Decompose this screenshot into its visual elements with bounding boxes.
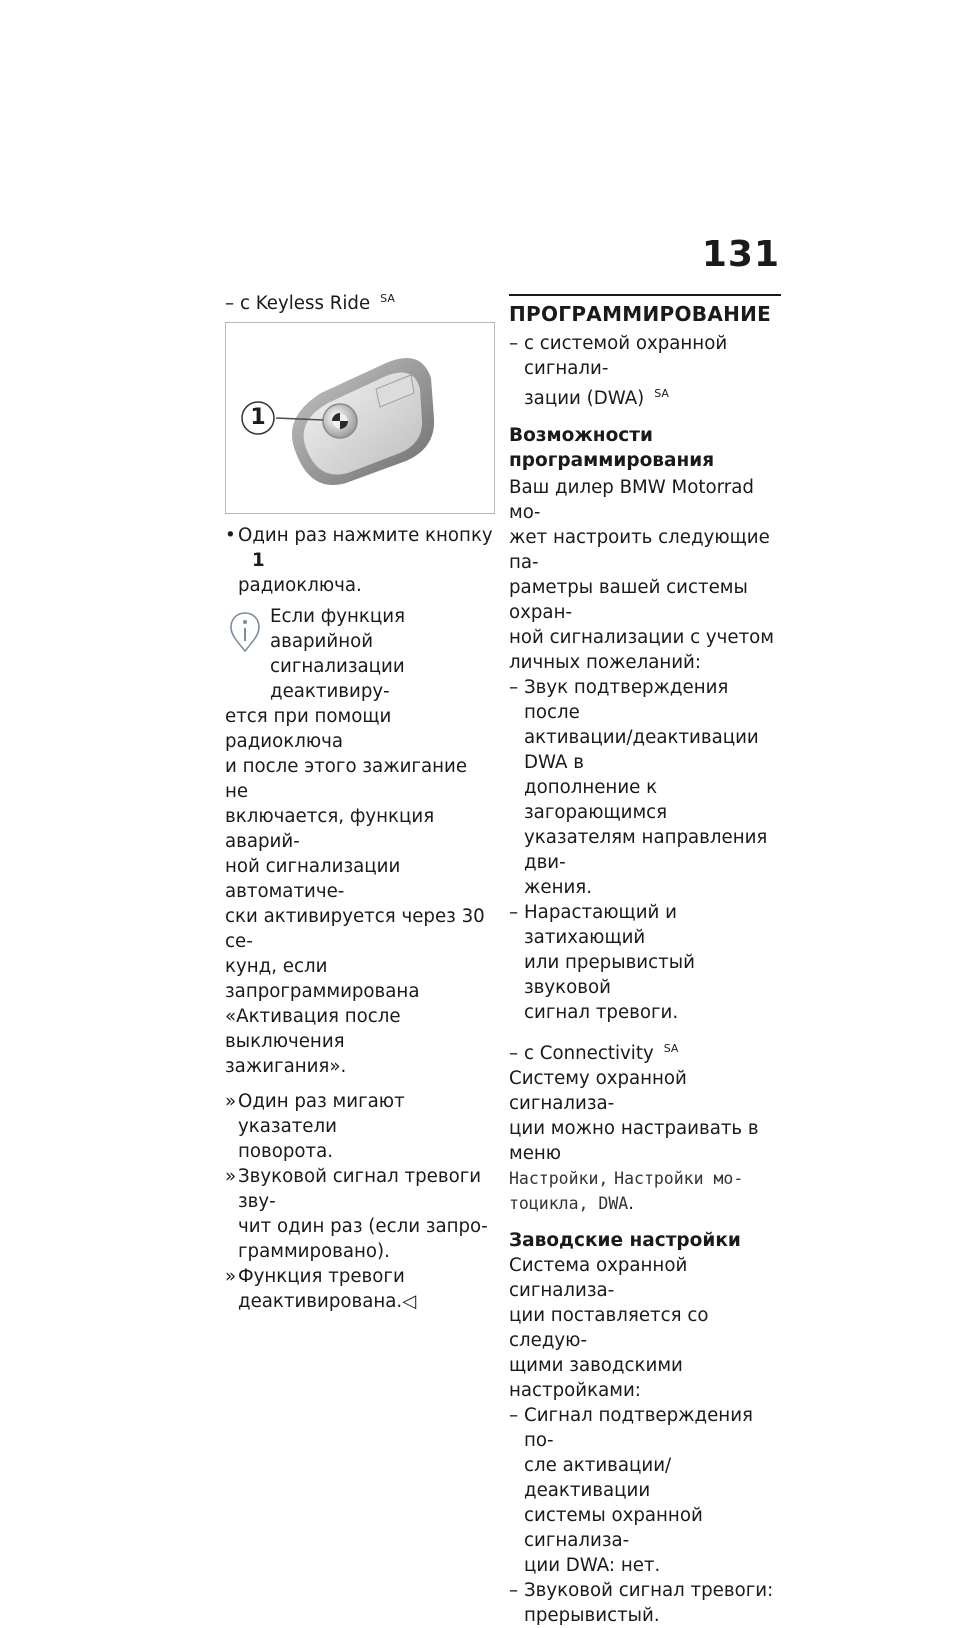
factory-text: ции DWA: нет. [524, 1555, 661, 1577]
param-text: активации/деактивации DWA в [524, 727, 759, 774]
param-text: Звук подтверждения после [524, 677, 729, 724]
subheading-programming-2: программирования [509, 450, 715, 472]
dash-marker: – [509, 1580, 519, 1602]
step-item [225, 523, 495, 598]
dwa-option [509, 331, 781, 411]
result-marker: » [225, 1266, 237, 1288]
sa-superscript: SA [380, 292, 395, 305]
params-list [509, 675, 781, 1025]
callout-label: 1 [250, 405, 266, 431]
menu-path-part: Настройки мо- [614, 1169, 744, 1189]
radio-key-image [225, 322, 495, 514]
bullet-marker: • [225, 525, 236, 547]
dash-marker: – [509, 677, 519, 699]
factory-text: прерывистый. [524, 1605, 660, 1627]
info-line-4: и после этого зажигание не [225, 756, 468, 803]
intro-line: ной сигнализации с учетом [509, 627, 775, 649]
option-label-2: зации (DWA) [524, 388, 645, 410]
info-line-2: сигнализации деактивиру- [270, 656, 405, 703]
menu-path-part: Настройки, [509, 1169, 609, 1189]
factory-item [509, 1403, 781, 1578]
info-note [225, 604, 495, 1079]
keyless-ride-option [225, 286, 495, 316]
info-line-6: ной сигнализации автоматиче- [225, 856, 401, 903]
param-text: указателям направления дви- [524, 827, 768, 874]
info-line-8: кунд, если запрограммирована [225, 956, 420, 1003]
menu-path-end: . [628, 1193, 635, 1215]
param-text: дополнение к загорающимся [524, 777, 668, 824]
connectivity-paragraph [509, 1066, 781, 1216]
sa-superscript: SA [663, 1042, 679, 1056]
factory-text: Звуковой сигнал тревоги: [524, 1580, 774, 1602]
result-text: Функция тревоги [238, 1266, 405, 1288]
end-mark-icon: ◁ [402, 1291, 417, 1313]
result-item [225, 1164, 495, 1264]
subheading-programming: Возможности [509, 425, 653, 447]
factory-paragraph [509, 1253, 781, 1403]
factory-text: сле активации/деактивации [524, 1455, 672, 1502]
page-number: 131 [701, 234, 780, 275]
menu-path-part: тоцикла, DWA [509, 1194, 629, 1214]
sa-superscript: SA [654, 387, 669, 400]
info-line-3: ется при помощи радиоключа [225, 706, 392, 753]
info-line-1: Если функция аварийной [270, 606, 406, 653]
dash-marker: – [509, 1043, 519, 1065]
factory-item [509, 1578, 781, 1628]
factory-text: системы охранной сигнализа- [524, 1505, 703, 1552]
param-item [509, 900, 781, 1025]
right-column [509, 286, 781, 1628]
dash-marker: – [509, 333, 519, 354]
result-marker: » [225, 1091, 237, 1113]
left-column [225, 286, 495, 1314]
param-text: или прерывистый звуковой [524, 952, 695, 999]
subheading-factory: Заводские настройки [509, 1230, 741, 1252]
step-text-2: радиоключа. [238, 575, 362, 597]
intro-line: жет настроить следующие па- [509, 527, 770, 574]
menu-path [509, 1166, 781, 1216]
param-item [509, 675, 781, 900]
factory-text: Сигнал подтверждения по- [524, 1405, 753, 1452]
info-line-9: «Активация после выключения [225, 1006, 401, 1053]
param-text: Нарастающий и затихающий [524, 902, 677, 949]
result-text: поворота. [238, 1141, 334, 1163]
intro-paragraph [509, 475, 781, 675]
section-rule [509, 294, 781, 296]
factory-list [509, 1403, 781, 1628]
option-label: с Keyless Ride [240, 293, 371, 315]
info-icon [228, 610, 262, 654]
dash-marker: – [225, 293, 235, 315]
info-line-10: зажигания». [225, 1056, 347, 1078]
factory-line: Система охранной сигнализа- [509, 1255, 688, 1302]
result-marker: » [225, 1166, 237, 1188]
intro-line: личных пожеланий: [509, 652, 702, 674]
param-text: жения. [524, 877, 593, 899]
dash-marker: – [509, 1405, 519, 1427]
result-text: Звуковой сигнал тревоги зву- [238, 1166, 482, 1213]
option-label: с Connectivity [524, 1043, 654, 1065]
result-text: деактивирована. [238, 1291, 403, 1313]
option-label: с системой охранной сигнали- [524, 333, 728, 379]
param-text: сигнал тревоги. [524, 1002, 679, 1024]
conn-line: ции можно настраивать в меню [509, 1118, 759, 1165]
result-item [225, 1089, 495, 1164]
dash-marker: – [509, 902, 519, 924]
factory-line: щими заводскими настройками: [509, 1355, 683, 1402]
step-ref: 1 [252, 550, 265, 572]
intro-line: раметры вашей системы охран- [509, 577, 748, 624]
step-text: Один раз нажмите кнопку [238, 525, 493, 547]
result-text: Один раз мигают указатели [238, 1091, 405, 1138]
factory-line: ции поставляется со следую- [509, 1305, 709, 1352]
conn-line: Систему охранной сигнализа- [509, 1068, 687, 1115]
connectivity-option [509, 1036, 781, 1066]
result-text: чит один раз (если запро- [238, 1216, 488, 1238]
section-title: ПРОГРАММИРОВАНИЕ [509, 302, 772, 326]
info-line-5: включается, функция аварий- [225, 806, 435, 853]
result-text: граммировано). [238, 1241, 390, 1263]
info-line-7: ски активируется через 30 се- [225, 906, 485, 953]
results-list [225, 1089, 495, 1314]
intro-line: Ваш дилер BMW Motorrad мо- [509, 477, 754, 524]
result-item [225, 1264, 495, 1314]
